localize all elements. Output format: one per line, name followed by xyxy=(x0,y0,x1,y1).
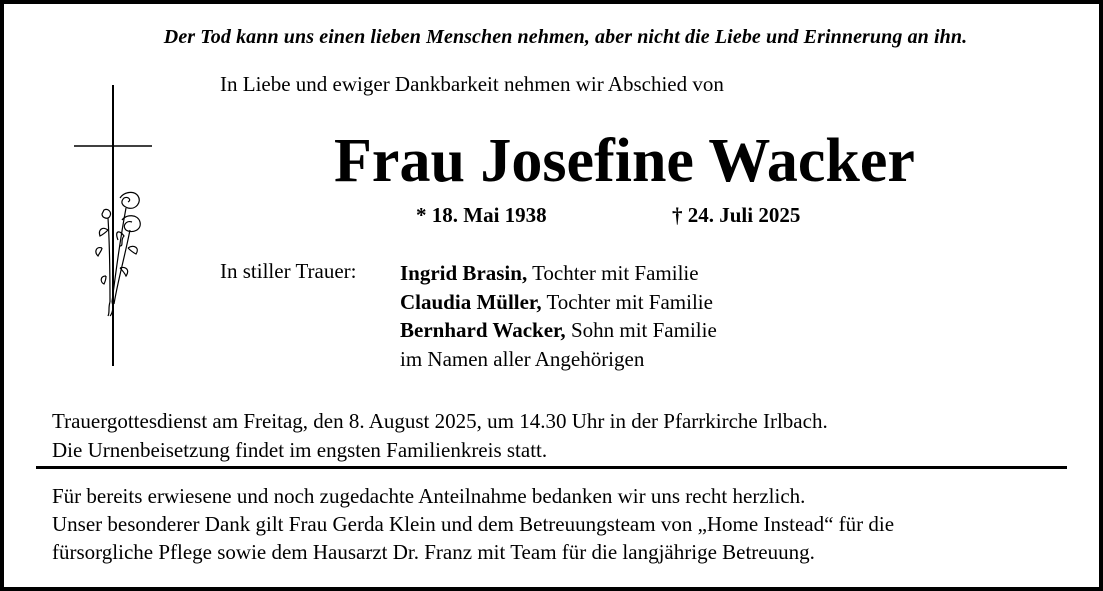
death-date: † 24. Juli 2025 xyxy=(672,203,801,227)
mourner-entry xyxy=(400,316,717,345)
thanks-line: Für bereits erwiesene und noch zugedachte Anteilnahme bedanken wir uns recht herzlich. xyxy=(52,484,806,508)
mourning-label: In stiller Trauer: xyxy=(220,259,357,283)
intro-text: In Liebe und ewiger Dankbarkeit nehmen wir Abschied von xyxy=(220,72,724,96)
mourners-closing: im Namen aller Angehörigen xyxy=(400,346,645,371)
mourner-name: Claudia Müller, xyxy=(400,289,542,314)
thanks-line: fürsorgliche Pflege sowie dem Hausarzt Dr. Franz mit Team für die langjährige Betreuung. xyxy=(52,540,815,564)
mourner-relation: Sohn mit Familie xyxy=(565,318,717,342)
deceased-name: Frau Josefine Wacker xyxy=(334,127,915,195)
mourner-entry xyxy=(400,259,717,288)
mourners-list xyxy=(400,259,717,373)
mourner-name: Ingrid Brasin, xyxy=(400,261,528,285)
motto-quote: Der Tod kann uns einen lieben Menschen nehmen, aber nicht die Liebe und Erinnerung an ihn. xyxy=(163,26,968,48)
service-line: Die Urnenbeisetzung findet im engsten Familienkreis statt. xyxy=(52,437,548,462)
cross-with-roses-icon xyxy=(68,80,158,370)
divider xyxy=(36,466,1067,469)
mourner-relation: Tochter mit Familie xyxy=(527,261,699,285)
service-info xyxy=(52,407,828,464)
birth-date: * 18. Mai 1938 xyxy=(416,203,547,227)
thanks-text xyxy=(52,482,894,566)
thanks-line: Unser besonderer Dank gilt Frau Gerda Klein und dem Betreuungsteam von „Home Instead“ für die xyxy=(52,512,895,536)
service-line: Trauergottesdienst am Freitag, den 8. August 2025, um 14.30 Uhr in der Pfarrkirche Irlbach. xyxy=(52,409,828,433)
mourner-entry xyxy=(400,288,717,317)
mourner-relation: Tochter mit Familie xyxy=(541,289,713,314)
mourner-name: Bernhard Wacker, xyxy=(400,318,566,342)
